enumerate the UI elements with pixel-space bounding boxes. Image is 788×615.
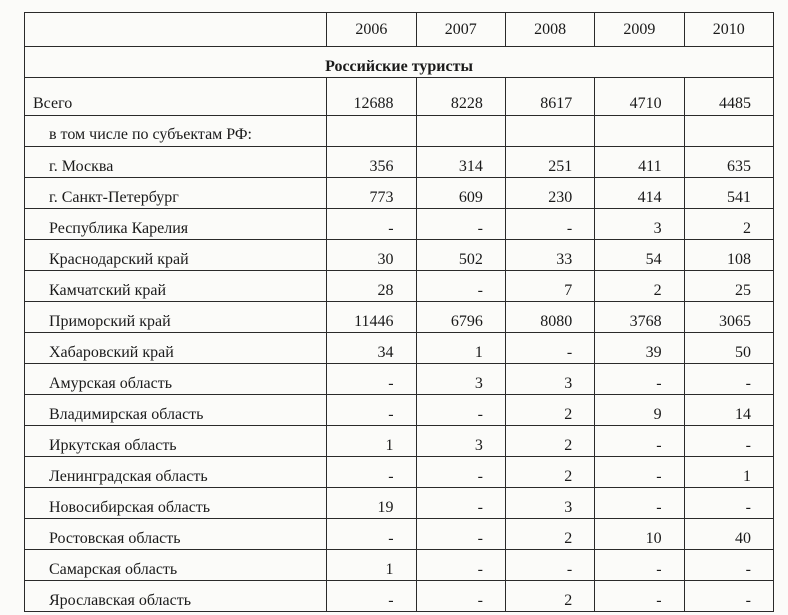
- region-value: 251: [505, 147, 594, 178]
- empty-cell: [595, 116, 684, 147]
- region-value: -: [684, 364, 773, 395]
- total-label: Всего: [25, 78, 327, 116]
- region-value: 54: [595, 240, 684, 271]
- region-value: 2: [595, 271, 684, 302]
- subheader-label: в том числе по субъектам РФ:: [25, 116, 327, 147]
- region-value: -: [684, 550, 773, 581]
- region-value: -: [595, 457, 684, 488]
- table-row: [25, 271, 774, 302]
- region-value: -: [595, 488, 684, 519]
- table-row: [25, 457, 774, 488]
- region-value: -: [327, 395, 416, 426]
- region-value: 2: [505, 457, 594, 488]
- year-header: 2007: [416, 13, 505, 47]
- region-value: -: [327, 364, 416, 395]
- region-value: 8080: [505, 302, 594, 333]
- region-value: 414: [595, 178, 684, 209]
- region-label: Республика Карелия: [25, 209, 327, 240]
- region-label: Амурская область: [25, 364, 327, 395]
- table-row: [25, 395, 774, 426]
- table-row: [25, 209, 774, 240]
- table-row: [25, 488, 774, 519]
- empty-cell: [327, 116, 416, 147]
- table-row: [25, 178, 774, 209]
- table-row: [25, 302, 774, 333]
- year-header: 2006: [327, 13, 416, 47]
- region-value: -: [595, 581, 684, 612]
- region-value: 50: [684, 333, 773, 364]
- table-row: [25, 581, 774, 612]
- region-value: -: [416, 395, 505, 426]
- region-label: Ярославская область: [25, 581, 327, 612]
- region-value: 28: [327, 271, 416, 302]
- total-value: 4710: [595, 78, 684, 116]
- region-value: 39: [595, 333, 684, 364]
- region-label: г. Москва: [25, 147, 327, 178]
- table-row: [25, 240, 774, 271]
- region-value: 541: [684, 178, 773, 209]
- total-value: 12688: [327, 78, 416, 116]
- region-value: 19: [327, 488, 416, 519]
- region-value: 1: [327, 550, 416, 581]
- region-value: 3065: [684, 302, 773, 333]
- region-value: 230: [505, 178, 594, 209]
- region-value: -: [416, 519, 505, 550]
- region-label: Иркутская область: [25, 426, 327, 457]
- region-value: 314: [416, 147, 505, 178]
- region-value: 1: [327, 426, 416, 457]
- region-value: -: [595, 426, 684, 457]
- region-value: 108: [684, 240, 773, 271]
- section-row: [25, 47, 774, 78]
- table-row: [25, 426, 774, 457]
- region-value: 6796: [416, 302, 505, 333]
- year-header: 2008: [505, 13, 594, 47]
- region-value: 3: [416, 364, 505, 395]
- region-value: 30: [327, 240, 416, 271]
- region-label: Краснодарский край: [25, 240, 327, 271]
- table-row: [25, 519, 774, 550]
- region-value: -: [595, 364, 684, 395]
- region-value: 3: [505, 488, 594, 519]
- region-value: 2: [505, 581, 594, 612]
- region-value: 7: [505, 271, 594, 302]
- region-label: Ленинградская область: [25, 457, 327, 488]
- region-value: -: [327, 581, 416, 612]
- region-value: 11446: [327, 302, 416, 333]
- region-value: -: [416, 581, 505, 612]
- year-header: 2009: [595, 13, 684, 47]
- region-value: -: [684, 426, 773, 457]
- region-value: 10: [595, 519, 684, 550]
- region-value: 2: [505, 426, 594, 457]
- region-label: Приморский край: [25, 302, 327, 333]
- region-value: 3: [595, 209, 684, 240]
- region-value: 34: [327, 333, 416, 364]
- region-value: -: [416, 488, 505, 519]
- tourists-table: [24, 12, 774, 612]
- region-value: 25: [684, 271, 773, 302]
- region-value: 14: [684, 395, 773, 426]
- region-label: Камчатский край: [25, 271, 327, 302]
- region-value: 773: [327, 178, 416, 209]
- region-label: Новосибирская область: [25, 488, 327, 519]
- region-value: -: [327, 457, 416, 488]
- region-value: 3: [416, 426, 505, 457]
- header-row: [25, 13, 774, 47]
- table-row: [25, 333, 774, 364]
- region-value: -: [416, 209, 505, 240]
- region-value: -: [684, 488, 773, 519]
- region-value: 9: [595, 395, 684, 426]
- empty-cell: [416, 116, 505, 147]
- year-header: 2010: [684, 13, 773, 47]
- empty-cell: [684, 116, 773, 147]
- region-value: -: [416, 271, 505, 302]
- region-label: Владимирская область: [25, 395, 327, 426]
- table-row: [25, 364, 774, 395]
- region-value: 609: [416, 178, 505, 209]
- region-value: 40: [684, 519, 773, 550]
- region-value: 3768: [595, 302, 684, 333]
- region-value: 33: [505, 240, 594, 271]
- region-value: -: [595, 550, 684, 581]
- total-value: 8228: [416, 78, 505, 116]
- table-row: [25, 550, 774, 581]
- region-value: -: [684, 581, 773, 612]
- subheader-row: [25, 116, 774, 147]
- region-value: 411: [595, 147, 684, 178]
- region-value: 1: [684, 457, 773, 488]
- region-value: -: [505, 333, 594, 364]
- region-value: 1: [416, 333, 505, 364]
- total-value: 8617: [505, 78, 594, 116]
- total-row: [25, 78, 774, 116]
- region-value: 2: [505, 395, 594, 426]
- region-value: 502: [416, 240, 505, 271]
- total-value: 4485: [684, 78, 773, 116]
- table-row: [25, 147, 774, 178]
- region-label: Ростовская область: [25, 519, 327, 550]
- region-value: 3: [505, 364, 594, 395]
- region-value: -: [327, 519, 416, 550]
- region-value: -: [327, 209, 416, 240]
- section-title: Российские туристы: [25, 47, 774, 78]
- region-label: Самарская область: [25, 550, 327, 581]
- region-value: -: [416, 457, 505, 488]
- region-label: Хабаровский край: [25, 333, 327, 364]
- region-value: 2: [684, 209, 773, 240]
- region-value: 2: [505, 519, 594, 550]
- region-value: 635: [684, 147, 773, 178]
- region-value: -: [505, 209, 594, 240]
- region-label: г. Санкт-Петербург: [25, 178, 327, 209]
- region-value: -: [416, 550, 505, 581]
- empty-cell: [505, 116, 594, 147]
- region-value: -: [505, 550, 594, 581]
- region-value: 356: [327, 147, 416, 178]
- corner-cell: [25, 13, 327, 47]
